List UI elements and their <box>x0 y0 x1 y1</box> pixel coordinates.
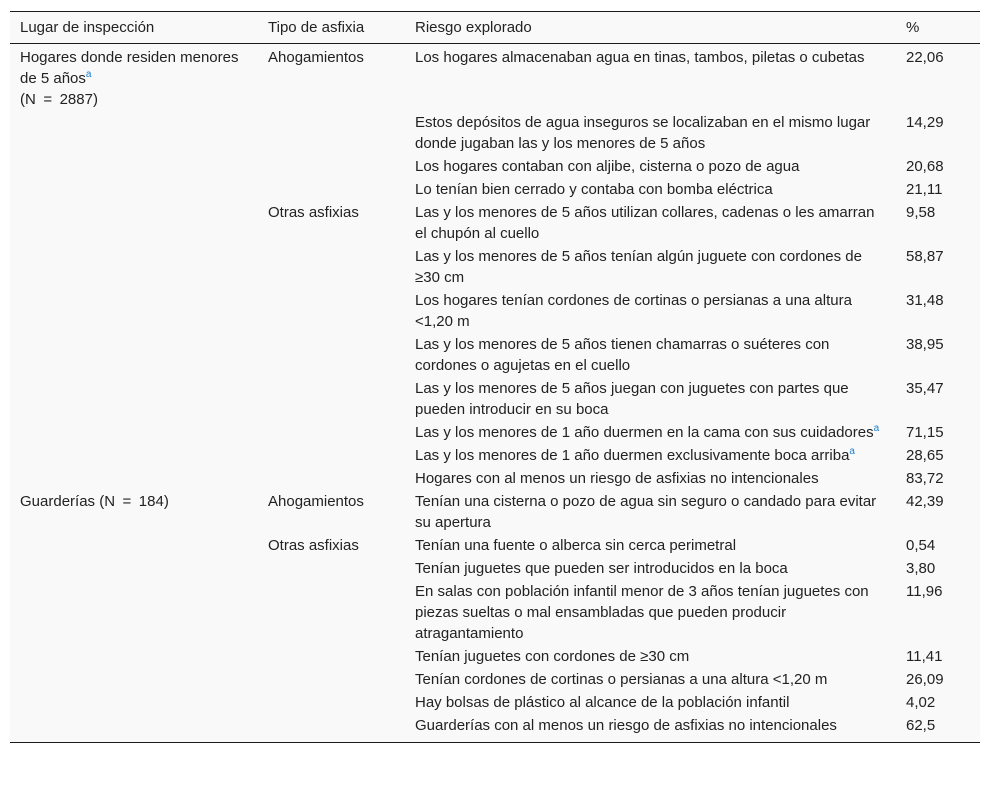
place-cell <box>10 444 258 467</box>
percent-cell: 38,95 <box>906 336 944 353</box>
percent-cell: 11,41 <box>906 648 943 665</box>
table-body <box>10 44 980 743</box>
type-cell: Ahogamientos <box>268 493 364 510</box>
risk-cell <box>405 444 896 467</box>
footnote-mark: a <box>873 423 880 434</box>
type-cell <box>258 289 405 333</box>
table-row <box>10 557 980 580</box>
percent-cell: 4,02 <box>906 694 936 711</box>
risk-text: Tenían juguetes que pueden ser introducidos en la boca <box>415 560 788 577</box>
risk-text: Tenían una fuente o alberca sin cerca perimetral <box>415 537 737 554</box>
risk-cell <box>405 333 896 377</box>
percent-cell: 3,80 <box>906 560 936 577</box>
type-cell <box>258 377 405 421</box>
table-row <box>10 155 980 178</box>
risk-text: Tenían una cisterna o pozo de agua sin seguro o candado para evitar su apertura <box>415 493 877 531</box>
type-cell <box>258 467 405 490</box>
risk-text: Lo tenían bien cerrado y contaba con bomba eléctrica <box>415 181 773 198</box>
type-cell <box>258 111 405 155</box>
risk-text: Estos depósitos de agua inseguros se localizaban en el mismo lugar donde jugaban las y los menores de 5 años <box>415 114 871 152</box>
place-cell <box>10 668 258 691</box>
place-cell <box>10 377 258 421</box>
place-cell <box>10 201 258 245</box>
place-sample-size: (N = 2887) <box>20 91 98 108</box>
risk-text: Las y los menores de 5 años tenían algún juguete con cordones de ≥30 cm <box>415 248 862 286</box>
risk-cell <box>405 645 896 668</box>
risk-text: Las y los menores de 5 años juegan con juguetes con partes que pueden introducir en su boca <box>415 380 849 418</box>
risk-text: Las y los menores de 1 año duermen exclusivamente boca arriba <box>415 447 850 464</box>
header-riesgo: Riesgo explorado <box>405 12 896 44</box>
place-cell <box>10 155 258 178</box>
risk-cell <box>405 580 896 645</box>
table-row <box>10 668 980 691</box>
risk-text: Hay bolsas de plástico al alcance de la población infantil <box>415 694 790 711</box>
table-row <box>10 490 980 534</box>
table-row <box>10 201 980 245</box>
place-cell <box>10 111 258 155</box>
percent-cell: 14,29 <box>906 114 944 131</box>
percent-cell: 22,06 <box>906 49 944 66</box>
risk-text: Los hogares tenían cordones de cortinas o persianas a una altura <1,20 m <box>415 292 852 330</box>
risk-cell <box>405 111 896 155</box>
header-lugar: Lugar de inspección <box>10 12 258 44</box>
type-cell <box>258 645 405 668</box>
table-row <box>10 111 980 155</box>
header-tipo: Tipo de asfixia <box>258 12 405 44</box>
risk-cell <box>405 534 896 557</box>
risk-cell <box>405 714 896 743</box>
place-cell <box>10 289 258 333</box>
footnote-mark: a <box>849 446 855 457</box>
table-row <box>10 421 980 444</box>
percent-cell: 21,11 <box>906 181 943 198</box>
percent-cell: 0,54 <box>906 537 936 554</box>
percent-cell: 20,68 <box>906 158 944 175</box>
table-row <box>10 580 980 645</box>
risk-text: Tenían cordones de cortinas o persianas a una altura <1,20 m <box>415 671 828 688</box>
risk-text: Las y los menores de 5 años utilizan collares, cadenas o les amarran el chupón al cuello <box>415 204 875 242</box>
type-cell <box>258 421 405 444</box>
table-row <box>10 333 980 377</box>
place-cell <box>10 645 258 668</box>
table-header-row <box>10 12 980 44</box>
percent-cell: 31,48 <box>906 292 944 309</box>
place-cell <box>10 44 258 112</box>
table-row <box>10 444 980 467</box>
table-row <box>10 467 980 490</box>
place-label: Guarderías (N = 184) <box>20 493 169 510</box>
risk-cell <box>405 691 896 714</box>
percent-cell: 58,87 <box>906 248 944 265</box>
risk-text: Tenían juguetes con cordones de ≥30 cm <box>415 648 690 665</box>
percent-cell: 9,58 <box>906 204 936 221</box>
risk-cell <box>405 557 896 580</box>
percent-cell: 42,39 <box>906 493 944 510</box>
type-cell: Otras asfixias <box>268 204 359 221</box>
table-row <box>10 691 980 714</box>
table-row <box>10 245 980 289</box>
table-row <box>10 377 980 421</box>
header-percent: % <box>896 12 980 44</box>
type-cell <box>258 155 405 178</box>
place-cell <box>10 557 258 580</box>
risk-cell <box>405 245 896 289</box>
risk-cell <box>405 490 896 534</box>
risk-text: Los hogares contaban con aljibe, cisterna o pozo de agua <box>415 158 800 175</box>
place-label: Hogares donde residen menores de 5 años <box>20 49 239 87</box>
place-cell <box>10 691 258 714</box>
risk-text: Guarderías con al menos un riesgo de asfixias no intencionales <box>415 717 837 734</box>
risk-cell <box>405 377 896 421</box>
risk-cell <box>405 668 896 691</box>
risk-cell <box>405 467 896 490</box>
table-row <box>10 44 980 112</box>
risk-cell <box>405 155 896 178</box>
table-row <box>10 289 980 333</box>
type-cell <box>258 691 405 714</box>
risk-cell <box>405 201 896 245</box>
type-cell <box>258 580 405 645</box>
place-cell <box>10 534 258 557</box>
risk-cell <box>405 178 896 201</box>
percent-cell: 11,96 <box>906 583 943 600</box>
type-cell <box>258 444 405 467</box>
type-cell <box>258 245 405 289</box>
place-cell <box>10 333 258 377</box>
table-row <box>10 714 980 743</box>
risk-text: Las y los menores de 1 año duermen en la cama con sus cuidadores <box>415 424 874 441</box>
footnote-mark: a <box>85 69 92 80</box>
type-cell <box>258 333 405 377</box>
table-container <box>10 11 980 743</box>
percent-cell: 28,65 <box>906 447 944 464</box>
table-row <box>10 178 980 201</box>
percent-cell: 83,72 <box>906 470 944 487</box>
place-cell <box>10 245 258 289</box>
place-cell <box>10 580 258 645</box>
risk-text: Los hogares almacenaban agua en tinas, tambos, piletas o cubetas <box>415 49 865 66</box>
risk-table <box>10 11 980 743</box>
percent-cell: 26,09 <box>906 671 944 688</box>
place-cell <box>10 467 258 490</box>
type-cell: Otras asfixias <box>268 537 359 554</box>
percent-cell: 35,47 <box>906 380 944 397</box>
type-cell <box>258 178 405 201</box>
risk-cell <box>405 421 896 444</box>
type-cell <box>258 668 405 691</box>
risk-text: Las y los menores de 5 años tienen chamarras o suéteres con cordones o agujetas en el cuello <box>415 336 830 374</box>
percent-cell: 71,15 <box>906 424 944 441</box>
type-cell <box>258 557 405 580</box>
table-row <box>10 645 980 668</box>
risk-text: Hogares con al menos un riesgo de asfixias no intencionales <box>415 470 819 487</box>
risk-cell <box>405 44 896 112</box>
table-row <box>10 534 980 557</box>
risk-text: En salas con población infantil menor de 3 años tenían juguetes con piezas sueltas o mal ensambladas que pueden producir atragantamiento <box>415 583 869 642</box>
place-cell <box>10 714 258 743</box>
percent-cell: 62,5 <box>896 714 980 743</box>
type-cell: Ahogamientos <box>268 49 364 66</box>
place-cell <box>10 490 258 534</box>
place-cell <box>10 421 258 444</box>
risk-cell <box>405 289 896 333</box>
type-cell <box>258 714 405 743</box>
place-cell <box>10 178 258 201</box>
